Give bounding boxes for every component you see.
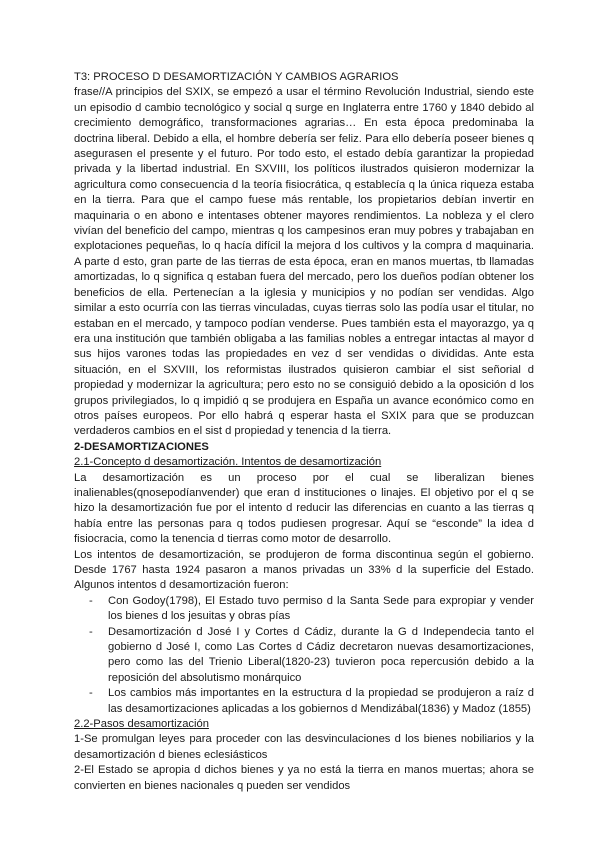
attempts-paragraph: Los intentos de desamortización, se produjeron de forma discontinua según el gobierno. Desde 1767 hasta 1924 pasaron a manos privadas un 33% d la superficie del Estado. Algunos intentos d desamortización fueron:: [74, 548, 534, 592]
intro-paragraph: frase//A principios del SXIX, se empezó a usar el término Revolución Industrial, siendo este un episodio d cambio tecnológico y social q surge en Inglaterra entre 1760 y 1840 debido al crecimiento demográfico, transformaciones agrarias… En esta época predominaba la doctrina liberal. Debido a ella, el hombre debería ser feliz. Para ello debería poseer bienes q asegurasen el presente y el futuro. Por todo esto, el estado debía garantizar la propiedad privada y la libertad industrial. En SXVIII, los políticos ilustrados quisieron modernizar la agricultura como consecuencia d la teoría fisiocrática, q establecía q la única riqueza estaba en la tierra. Para que el campo fuese más rentable, los propietarios debían invertir en maquinaria o en abono e intentases obtener mayores rendimientos. La nobleza y el clero vivían del beneficio del campo, mientras q los campesinos eran muy pobres y trabajaban en explotaciones pequeñas, lo q hacía difícil la mejora d los cultivos y la compra d maquinaria. A parte d esto, gran parte de las tierras de esta época, eran en manos muertas, tb llamadas amortizadas, lo q significa q estaban fuera del mercado, pero los dueños podían obtener los beneficios de ella. Pertenecían a la iglesia y municipios y no podían ser vendidas. Algo similar a esto ocurría con las tierras vinculadas, cuyas tierras solo las podía usar el titular, no estaban en el mercado, y tampoco podían venderse. Pues también esta el mayorazgo, ya q era una institución que también obligaba a las familias nobles a entregar intactas al mayor d sus hijos varones todas las propiedades en vez d ser vendidas o divididas. Ante esta situación, en el SXVIII, los reformistas ilustrados quisieron cambiar el sist señorial d propiedad y modernizar la agricultura; pero esto no se consiguió debido a la oposición d los grupos privilegiados, lo q impidió q se produjera en España un avance económico como en otros países europeos. Por ello habrá q esperar hasta el SXIX para que se produzcan verdaderos cambios en el sist d propiedad y tenencia d la tierra.: [74, 86, 534, 438]
concept-paragraph: La desamortización es un proceso por el cual se liberalizan bienes inalienables(qnosepodíanvender) que eran d instituciones o linajes. El objetivo por el q se hizo la desamortización fue por el intento d reducir las diferencias en cuanto a las tierras q había entre las personas para q todos pudiesen progresar. Aquí se “esconde” la idea d fisiocracia, como la tenencia d tierras como motor de desarrollo.: [74, 471, 534, 546]
list-item: - Los cambios más importantes en la estructura d la propiedad se produjeron a raíz d las desamortizaciones aplicadas a los gobiernos d Mendizábal(1836) y Madoz (1855): [108, 686, 534, 717]
subsection-heading-concepto: 2.1-Concepto d desamortización. Intentos de desamortización: [74, 456, 382, 469]
document-title: T3: PROCESO D DESAMORTIZACIÓN Y CAMBIOS AGRARIOS: [74, 71, 399, 83]
subsection-heading-pasos: 2.2-Pasos desamortización: [74, 718, 209, 731]
step-2-paragraph: 2-El Estado se apropia d dichos bienes y ya no está la tierra en manos muertas; ahora se convierten en bienes nacionales q pueden ser vendidos: [74, 764, 534, 792]
section-heading-desamortizaciones: 2-DESAMORTIZACIONES: [74, 440, 209, 453]
document-page: [74, 70, 534, 794]
list-item: - Con Godoy(1798), El Estado tuvo permiso d la Santa Sede para expropiar y vender los bienes d los jesuitas y obras pías: [108, 594, 534, 625]
list-item: - Desamortización d José I y Cortes d Cádiz, durante la G d Independecia tanto el gobierno d José I, como Las Cortes d Cádiz decretaron nuevas desamortizaciones, pero como las del Trienio Liberal(1820-23) tuvieron poca repercusión debido a la reposición del absolutismo monárquico: [108, 625, 534, 687]
attempts-list: [74, 594, 534, 717]
step-1-paragraph: 1-Se promulgan leyes para proceder con las desvinculaciones d los bienes nobiliarios y la desamortización d bienes eclesiásticos: [74, 733, 534, 761]
